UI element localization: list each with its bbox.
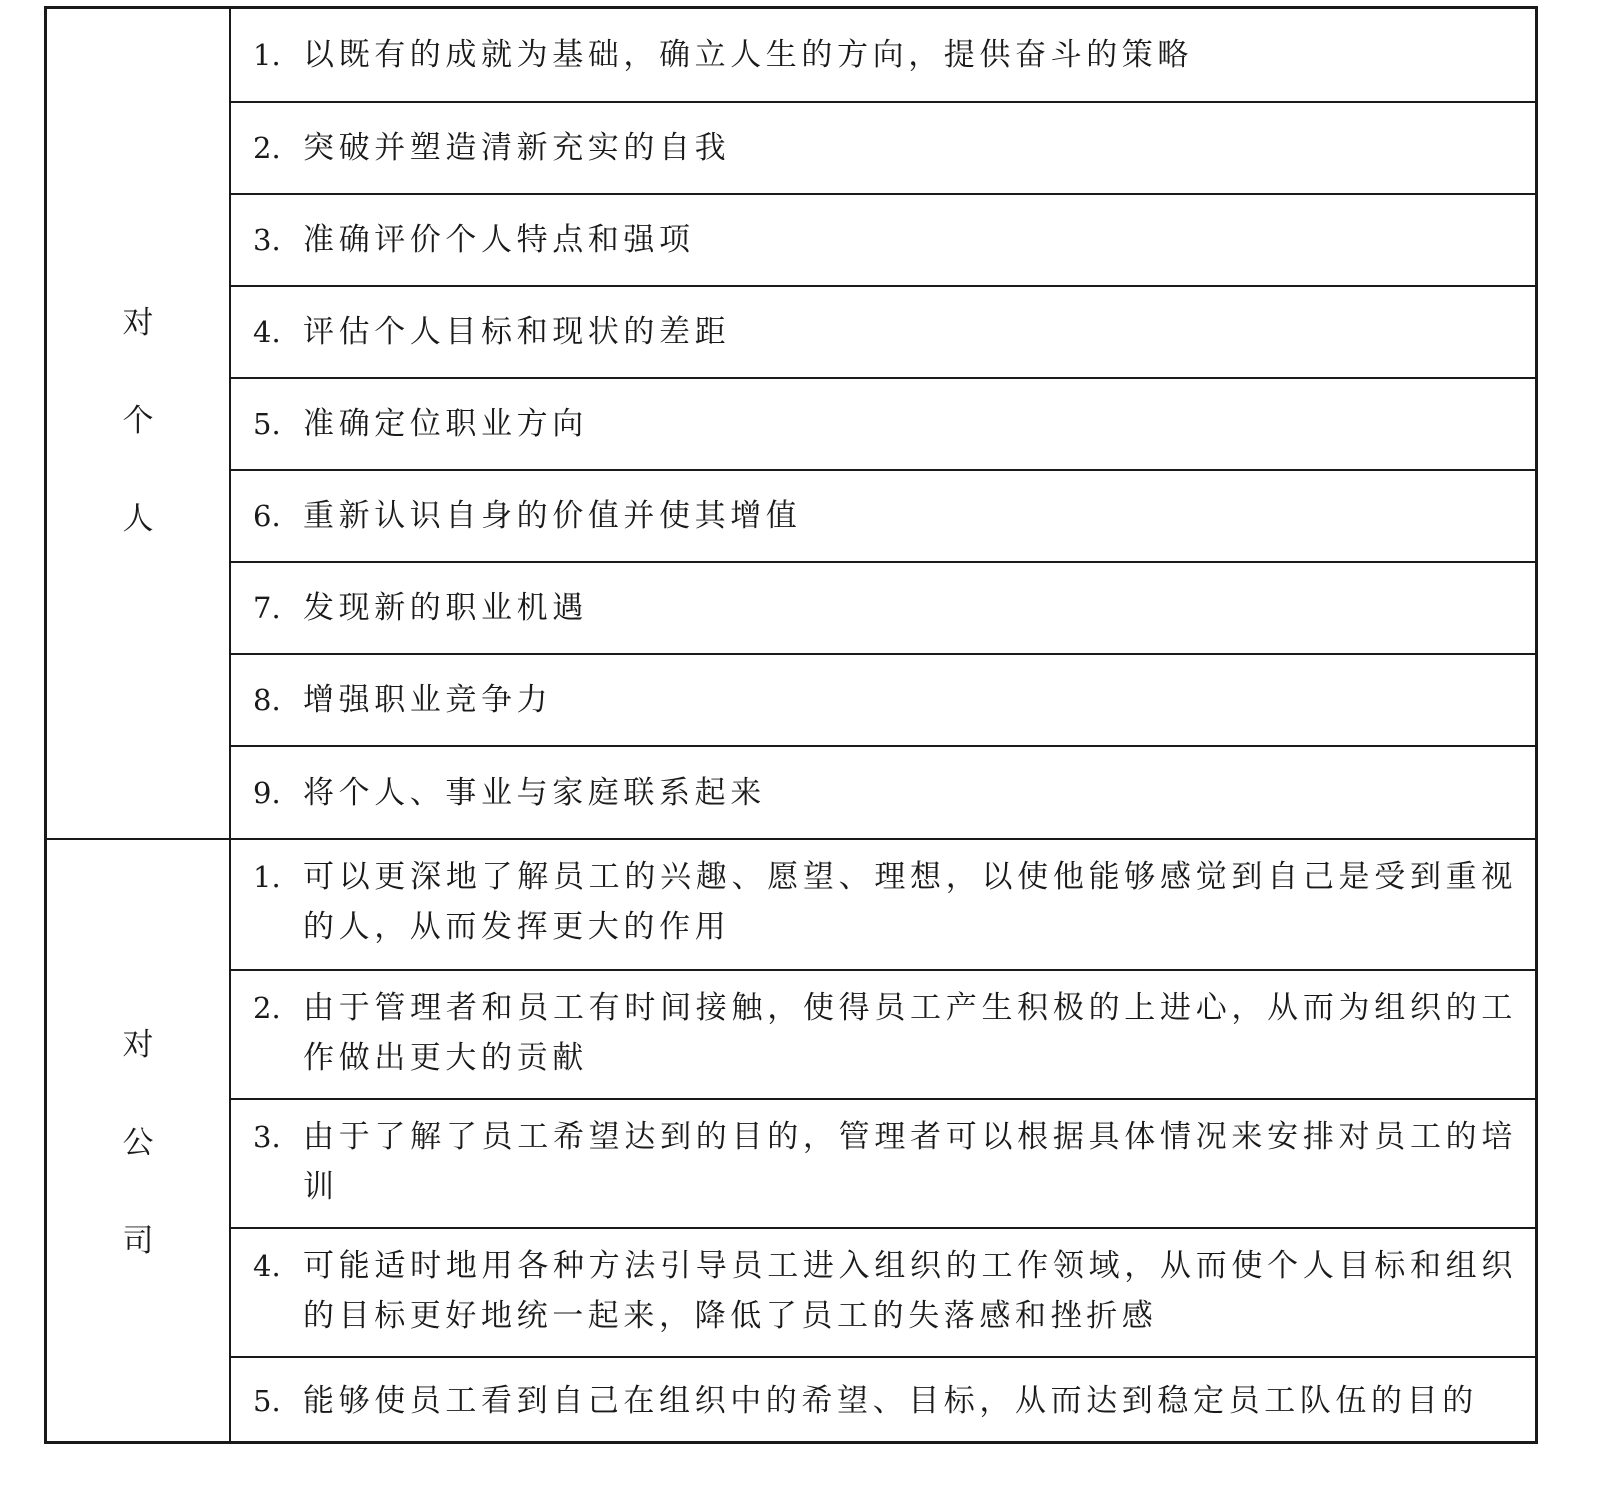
table-row xyxy=(231,653,1535,745)
table-row xyxy=(231,1098,1535,1227)
group-company xyxy=(47,838,1535,1441)
category-char: 对 xyxy=(122,305,154,341)
category-cell-individual xyxy=(47,9,231,838)
row-number: 4. xyxy=(253,1249,281,1283)
row-number: 6. xyxy=(253,499,281,533)
table-row xyxy=(231,969,1535,1098)
row-number: 2. xyxy=(253,991,281,1025)
row-number: 3. xyxy=(253,1120,281,1154)
row-text: 发现新的职业机遇 xyxy=(303,590,588,626)
row-text: 以既有的成就为基础，确立人生的方向，提供奋斗的策略 xyxy=(303,37,1193,73)
table-row xyxy=(231,101,1535,193)
row-text: 评估个人目标和现状的差距 xyxy=(303,314,731,350)
row-text: 能够使员工看到自己在组织中的希望、目标，从而达到稳定员工队伍的目的 xyxy=(303,1382,1478,1419)
row-number: 4. xyxy=(253,315,281,349)
table-row xyxy=(231,840,1535,969)
row-text: 增强职业竞争力 xyxy=(303,682,553,718)
category-cell-company xyxy=(47,840,231,1441)
row-text: 可能适时地用各种方法引导员工进入组织的工作领域，从而使个人目标和组织的目标更好地统一起来，降低了员工的失落感和挫折感 xyxy=(303,1248,1517,1334)
row-number: 5. xyxy=(253,407,281,441)
group-individual xyxy=(47,9,1535,838)
row-text: 准确定位职业方向 xyxy=(303,406,588,442)
category-char: 人 xyxy=(122,501,154,537)
row-text: 重新认识自身的价值并使其增值 xyxy=(303,498,802,534)
rows-company xyxy=(231,840,1535,1441)
category-char: 司 xyxy=(122,1223,154,1259)
category-char: 对 xyxy=(122,1027,154,1063)
table-row xyxy=(231,9,1535,101)
table-row xyxy=(231,285,1535,377)
row-text: 突破并塑造清新充实的自我 xyxy=(303,130,731,166)
row-number: 1. xyxy=(253,860,281,894)
row-number: 7. xyxy=(253,591,281,625)
table-row xyxy=(231,1356,1535,1443)
row-text: 准确评价个人特点和强项 xyxy=(303,222,695,258)
table-row xyxy=(231,561,1535,653)
table-row xyxy=(231,377,1535,469)
row-number: 3. xyxy=(253,223,281,257)
row-number: 9. xyxy=(253,775,281,810)
table-row xyxy=(231,1227,1535,1356)
row-number: 2. xyxy=(253,131,281,165)
rows-individual xyxy=(231,9,1535,838)
benefits-table xyxy=(44,6,1538,1444)
row-number: 5. xyxy=(253,1383,281,1418)
category-char: 个 xyxy=(122,403,154,439)
table-row xyxy=(231,745,1535,838)
row-number: 1. xyxy=(253,38,281,72)
category-char: 公 xyxy=(122,1125,154,1161)
row-number: 8. xyxy=(253,683,281,717)
row-text: 可以更深地了解员工的兴趣、愿望、理想，以使他能够感觉到自己是受到重视的人，从而发挥更大的作用 xyxy=(303,859,1517,945)
table-row xyxy=(231,469,1535,561)
row-text: 将个人、事业与家庭联系起来 xyxy=(303,774,766,811)
table-row xyxy=(231,193,1535,285)
row-text: 由于了解了员工希望达到的目的，管理者可以根据具体情况来安排对员工的培训 xyxy=(303,1119,1517,1205)
row-text: 由于管理者和员工有时间接触，使得员工产生积极的上进心，从而为组织的工作做出更大的贡献 xyxy=(303,990,1517,1076)
